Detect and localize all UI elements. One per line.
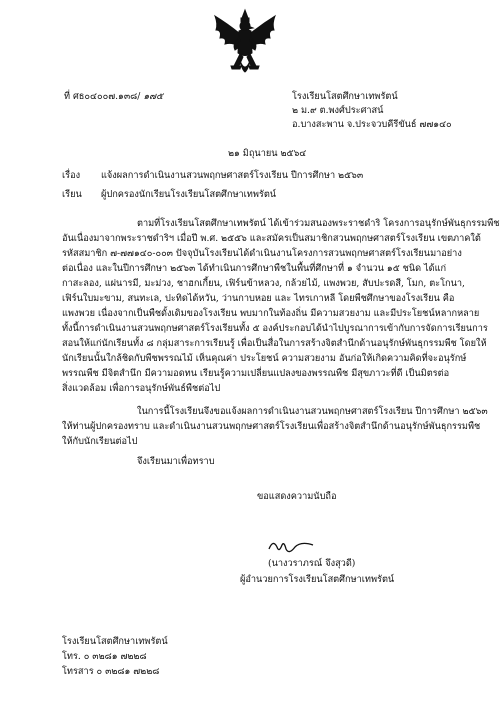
- subject-label: เรื่อง: [62, 170, 81, 181]
- sender-address-line1: ๒ ม.๙ ต.พงศ์ประศาสน์: [292, 105, 384, 116]
- paragraph-line: สอนให้แก่นักเรียนทั้ง ๘ กลุ่มสาระการเรียนรู้ เพื่อเป็นสื่อในการสร้างจิตสำนึกด้านอนุรักษ์พันธุกรรมพืช โดยให้: [62, 338, 487, 349]
- to-text: ผู้ปกครองนักเรียนโรงเรียนโสตศึกษาเทพรัตน์: [101, 189, 277, 200]
- paragraph-line: ต่อเนื่อง และในปีการศึกษา ๒๕๖๓ ได้ทำเนินการศึกษาพืชในพื้นที่ศึกษาที่ ๑ จำนวน ๑๕ ชนิด ได้แก่: [62, 263, 447, 274]
- paragraph-line: ตามที่โรงเรียนโสตศึกษาเทพรัตน์ ได้เข้าร่วมสนองพระราชดำริ โครงการอนุรักษ์พันธุกรรมพืช: [137, 218, 500, 229]
- to-label: เรียน: [62, 189, 82, 200]
- paragraph-line: ในการนี้โรงเรียนจึงขอแจ้งผลการดำเนินงานสวนพฤกษศาสตร์โรงเรียน ปีการศึกษา ๒๕๖๓: [137, 406, 488, 417]
- paragraph-line: กาสะลอง, แผ่นารมี, มะม่วง, ชาฮกเกี้ยน, เฟิร์นข้าหลวง, กล้วยไม้, แพงพวย, สับปะรดสี, โมก, ตะโกนา,: [62, 278, 465, 289]
- ref-no-text: ที่ ศธ๐๔๐๐๗.๑๓๘/: [64, 91, 141, 102]
- letter-date: ๒๑ มิถุนายน ๒๕๖๔: [228, 148, 307, 159]
- footer-phone: โทร. ๐ ๓๒๘๑ ๗๒๒๘: [62, 651, 147, 662]
- paragraph-line: ให้กับนักเรียนต่อไป: [62, 436, 138, 447]
- sender-address-line2: อ.บางสะพาน จ.ประจวบคีรีขันธ์ ๗๗๑๔๐: [292, 119, 452, 130]
- paragraph-line: ให้ท่านผู้ปกครองทราบ และดำเนินงานสวนพฤกษศาสตร์โรงเรียนเพื่อสร้างจิตสำนึกด้านอนุรักษ์พันธุกรรมพืช: [62, 421, 481, 432]
- paragraph-line: แพงพวย เนื่องจากเป็นพืชดั้งเดิมของโรงเรียน พบมากในท้องถิ่น มีความสวยงาม และมีประโยชน์หลากหลาย: [62, 308, 480, 319]
- signer-name: (นางวราภรณ์ จึงสุวดี): [268, 558, 356, 569]
- handwritten-signature: [265, 535, 317, 557]
- signer-title: ผู้อำนวยการโรงเรียนโสตศึกษาเทพรัตน์: [240, 574, 395, 585]
- garuda-emblem-icon: [212, 8, 278, 78]
- paragraph-line: ทั้งนี้การดำเนินงานสวนพฤกษศาสตร์โรงเรียนทั้ง ๕ องค์ประกอบได้นำไปบูรณาการเข้ากับการจัดการเรียนการ: [62, 323, 488, 334]
- closing-request: จึงเรียนมาเพื่อทราบ: [137, 456, 215, 467]
- paragraph-line: พรรณพืช มีจิตสำนึก มีความอดทน เรียนรู้ความเปลี่ยนแปลงของพรรณพืช มีสุขภาวะที่ดี เป็นมิตรต่อ: [62, 368, 450, 379]
- closing-phrase: ขอแสดงความนับถือ: [257, 491, 337, 502]
- footer-fax: โทรสาร ๐ ๓๒๘๑ ๗๒๒๘: [62, 666, 160, 677]
- paragraph-line: สิ่งแวดล้อม เพื่อการอนุรักษ์พันธ์พืชต่อไป: [62, 383, 221, 394]
- subject-text: แจ้งผลการดำเนินงานสวนพฤกษศาสตร์โรงเรียน ปีการศึกษา ๒๕๖๓: [101, 170, 364, 181]
- sender-name: โรงเรียนโสตศึกษาเทพรัตน์: [292, 91, 398, 102]
- reference-number: [64, 91, 163, 103]
- ref-handwritten-number: ๑๗๕: [143, 91, 164, 102]
- paragraph-line: รหัสสมาชิก ๗-๗๗๑๔๐-๐๐๓ ปัจจุบันโรงเรียนได้ดำเนินงานโครงการสวนพฤกษศาสตร์โรงเรียนมาอย่าง: [62, 248, 462, 259]
- paragraph-line: นักเรียนนั้นใกล้ชิดกับพืชพรรณไม้ เห็นคุณค่า ประโยชน์ ความสวยงาม อันก่อให้เกิดความคิดที่จะอนุรักษ์: [62, 353, 467, 364]
- paragraph-line: เฟิร์นใบมะขาม, สนทะเล, ปะทิดได้หวัน, ว่านกาบหอย และ ไทรเกาหลี โดยพืชศึกษาของโรงเรียน คือ: [62, 293, 455, 304]
- footer-org: โรงเรียนโสตศึกษาเทพรัตน์: [62, 636, 168, 647]
- paragraph-line: อันเนื่องมาจากพระราชดำริฯ เมื่อปี พ.ศ. ๒๕๕๖ และสมัครเป็นสมาชิกสวนพฤกษศาสตร์โรงเรียน เขตภาคใต้: [62, 233, 481, 244]
